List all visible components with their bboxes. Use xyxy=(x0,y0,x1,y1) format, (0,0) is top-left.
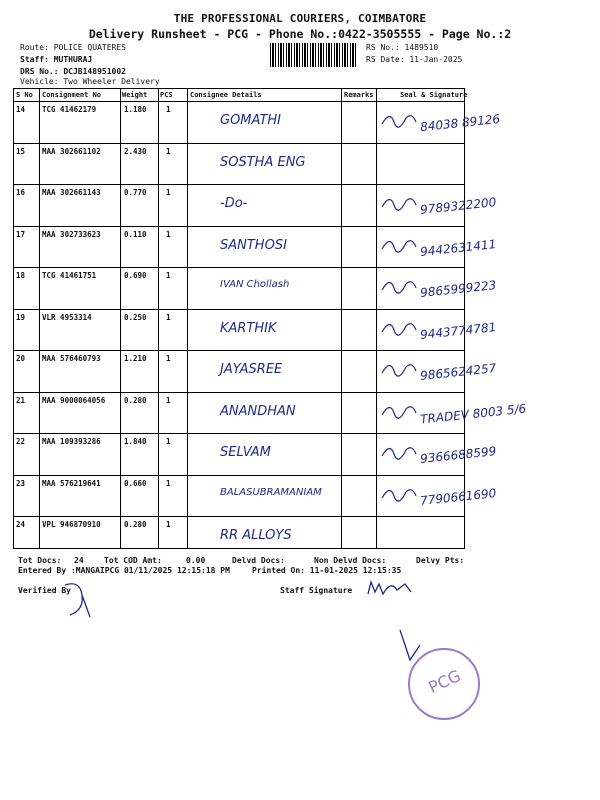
row-consignment-no: MAA 109393286 xyxy=(42,437,101,446)
row-pcs: 1 xyxy=(166,437,171,446)
row-sno: 14 xyxy=(16,105,26,114)
printed-on: Printed On: 11-01-2025 12:15:35 xyxy=(252,566,402,575)
row-weight: 1.180 xyxy=(124,105,147,114)
row-weight: 1.840 xyxy=(124,437,147,446)
row-weight: 0.690 xyxy=(124,271,147,280)
signature-scribble xyxy=(380,399,420,421)
non-delvd-docs-label: Non Delvd Docs: xyxy=(314,556,387,565)
rs-no-label: RS No.: 1489510 xyxy=(366,43,439,52)
row-consignment-no: TCG 41462179 xyxy=(42,105,97,114)
signature-scribble xyxy=(380,191,420,213)
row-consignee: BALASUBRAMANIAM xyxy=(220,486,322,498)
row-consignment-no: MAA 9000064056 xyxy=(42,395,106,405)
col-sno: S No xyxy=(16,91,33,99)
row-seal-signature: 84038 89126 xyxy=(419,111,501,135)
row-sno: 22 xyxy=(16,437,26,446)
tot-docs-label: Tot Docs: xyxy=(18,556,62,565)
staff-label: Staff: MUTHURAJ xyxy=(20,55,93,64)
signature-scribble xyxy=(380,357,420,379)
barcode xyxy=(270,43,356,67)
row-consignment-no: MAA 302661143 xyxy=(42,188,101,197)
staff-signature xyxy=(365,576,425,600)
staff-signature-label: Staff Signature xyxy=(280,586,353,595)
col-consignee: Consignee Details xyxy=(190,91,262,99)
row-consignment-no: VLR 4953314 xyxy=(42,312,92,322)
row-seal-signature: TRADEV 8003 5/6 xyxy=(419,400,527,427)
row-consignee: ANANDHAN xyxy=(220,403,296,419)
row-pcs: 1 xyxy=(166,229,171,239)
row-seal-signature: 9865624257 xyxy=(419,361,497,383)
col-consignment: Consignment No xyxy=(42,91,102,99)
tot-docs-value: 24 xyxy=(74,556,84,565)
row-weight: 1.210 xyxy=(124,354,147,363)
row-sno: 18 xyxy=(16,271,26,280)
signature-scribble xyxy=(380,233,420,255)
row-pcs: 1 xyxy=(166,146,171,156)
row-pcs: 1 xyxy=(166,271,171,280)
col-weight: Weight xyxy=(122,91,148,99)
row-seal-signature: 7790661690 xyxy=(419,485,497,508)
row-sno: 21 xyxy=(16,395,26,405)
row-consignee: SANTHOSI xyxy=(220,237,287,253)
row-consignee: JAYASREE xyxy=(220,362,283,377)
row-consignment-no: TCG 41461751 xyxy=(42,271,97,280)
row-consignment-no: MAA 576460793 xyxy=(42,354,101,363)
signature-scribble xyxy=(380,316,420,338)
rs-date-label: RS Date: 11-Jan-2025 xyxy=(366,55,463,64)
pcg-stamp xyxy=(408,648,480,720)
row-weight: 2.430 xyxy=(124,146,147,156)
row-consignee: -Do- xyxy=(220,196,248,211)
delvd-docs-label: Delvd Docs: xyxy=(232,556,285,565)
company-name: THE PROFESSIONAL COURIERS, COIMBATORE xyxy=(173,12,427,25)
row-weight: 0.280 xyxy=(124,520,147,529)
row-consignee: GOMATHI xyxy=(220,113,282,128)
row-pcs: 1 xyxy=(166,354,171,363)
signature-scribble xyxy=(380,274,420,296)
col-seal: Seal & Signature xyxy=(400,91,468,99)
row-seal-signature: 9789322200 xyxy=(419,195,497,217)
row-sno: 19 xyxy=(16,312,26,322)
row-sno: 24 xyxy=(16,520,26,529)
row-sno: 23 xyxy=(16,478,26,488)
row-consignee: KARTHIK xyxy=(220,320,277,336)
row-pcs: 1 xyxy=(166,520,171,529)
row-consignment-no: MAA 302661102 xyxy=(42,146,101,156)
row-consignment-no: MAA 302733623 xyxy=(42,229,101,239)
row-pcs: 1 xyxy=(166,478,171,488)
row-sno: 16 xyxy=(16,188,26,197)
row-consignee: IVAN Chollash xyxy=(220,279,290,290)
tot-cod-value: 0.00 xyxy=(186,556,206,565)
verified-signature xyxy=(60,575,100,620)
signature-scribble xyxy=(380,440,420,462)
row-consignee: SOSTHA ENG xyxy=(220,154,306,170)
tot-cod-label: Tot COD Amt: xyxy=(104,556,162,565)
drs-no-label: DRS No.: DCJB148951002 xyxy=(20,67,126,76)
runsheet-title: Delivery Runsheet - PCG - Phone No.:0422-3505555 - Page No.:2 xyxy=(88,27,512,41)
row-seal-signature: 9366688599 xyxy=(419,444,497,466)
row-consignee: RR ALLOYS xyxy=(220,528,292,543)
row-sno: 20 xyxy=(16,354,26,363)
row-seal-signature: 9865999223 xyxy=(419,278,497,300)
row-pcs: 1 xyxy=(166,312,171,322)
row-pcs: 1 xyxy=(166,395,171,405)
row-pcs: 1 xyxy=(166,105,171,114)
row-weight: 0.280 xyxy=(124,395,147,405)
route-label: Route: POLICE QUATERES xyxy=(20,43,126,52)
row-pcs: 1 xyxy=(166,188,171,197)
delvy-pts-label: Delvy Pts: xyxy=(416,556,465,565)
stamp-text: PCG xyxy=(425,665,464,698)
row-weight: 0.770 xyxy=(124,188,147,197)
vehicle-label: Vehicle: Two Wheeler Delivery xyxy=(20,77,160,86)
signature-scribble xyxy=(380,108,420,130)
row-weight: 0.110 xyxy=(124,229,147,239)
row-sno: 15 xyxy=(16,146,26,156)
signature-scribble xyxy=(380,482,420,504)
row-weight: 0.250 xyxy=(124,312,147,322)
row-seal-signature: 9443774781 xyxy=(419,319,497,342)
col-pcs: PCS xyxy=(160,91,173,99)
verified-by-label: Verified By xyxy=(18,586,71,595)
row-consignee: SELVAM xyxy=(220,445,271,460)
entered-by: Entered By :MANGAIPCG 01/11/2025 12:15:18 PM xyxy=(18,566,230,575)
row-sno: 17 xyxy=(16,229,26,239)
col-remarks: Remarks xyxy=(344,91,374,99)
row-weight: 0.660 xyxy=(124,478,147,488)
row-seal-signature: 9442631411 xyxy=(419,236,497,259)
row-consignment-no: MAA 576219641 xyxy=(42,478,101,488)
row-consignment-no: VPL 946870910 xyxy=(42,520,101,529)
